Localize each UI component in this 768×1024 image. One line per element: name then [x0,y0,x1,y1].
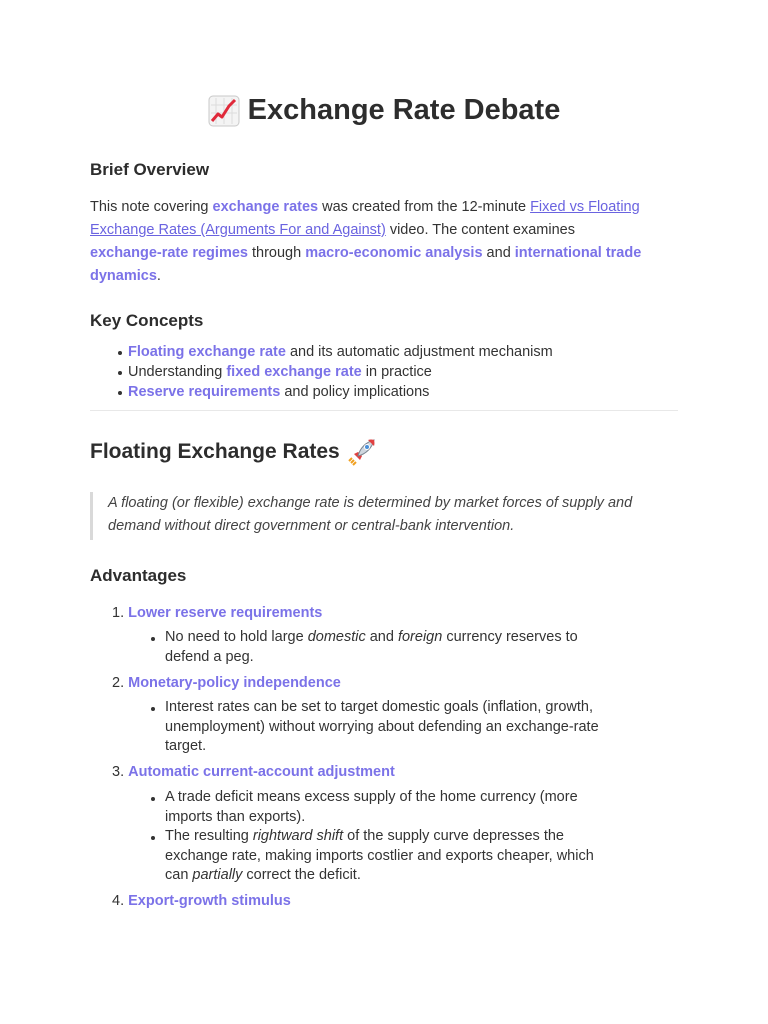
highlight-monetary-policy-independence[interactable]: Monetary-policy independence [128,675,341,691]
bullet-icon [118,371,122,375]
advantages-heading: Advantages [90,566,187,585]
text: of the supply curve depresses the [343,828,564,844]
overview-heading: Brief Overview [90,160,210,179]
bullet-icon [151,707,155,711]
list-item-text: and its automatic adjustment mechanism [285,344,553,360]
list-item [128,382,429,402]
text: can [165,867,193,883]
numbered-item [112,891,291,911]
item-number: 2. [112,675,125,691]
definition-quote [108,492,668,538]
overview-text: was created from the 12-minute [318,199,531,215]
bullet-icon [151,797,155,801]
video-link-part1[interactable]: Fixed vs Floating [530,199,640,215]
highlight-macro-economic-analysis[interactable]: macro-economic analysis [305,245,483,261]
list-item-text: Understanding [128,364,227,380]
overview-text: through [247,245,306,261]
section-divider [90,410,678,411]
highlight-lower-reserve-requirements[interactable]: Lower reserve requirements [128,605,323,621]
text: defend a peg. [165,648,254,665]
emphasis: rightward shift [252,828,344,844]
list-item [128,362,432,382]
highlight-export-growth-stimulus[interactable]: Export-growth stimulus [128,893,291,909]
overview-text: . [156,268,161,284]
quote-line: A floating (or flexible) exchange rate is determined by market forces of supply and [108,495,633,511]
highlight-exchange-rate-regimes[interactable]: exchange-rate regimes [90,245,248,261]
item-number: 3. [112,764,125,780]
highlight-exchange-rates[interactable]: exchange rates [212,199,319,215]
text: correct the deficit. [242,867,361,883]
floating-heading-text: Floating Exchange Rates [90,440,340,463]
list-item [128,342,553,362]
text: A trade deficit means excess supply of the home currency (more [165,789,578,805]
title-text: Exchange Rate Debate [247,94,561,126]
sub-list-item [165,827,615,886]
numbered-item [112,603,322,623]
text: target. [165,738,207,754]
list-item-text: in practice [361,364,432,380]
bullet-icon [118,351,122,355]
highlight-dynamics[interactable]: dynamics [90,268,157,284]
sub-list-item [165,698,615,757]
highlight-automatic-current-account-adjustment[interactable]: Automatic current-account adjustment [128,764,395,780]
sub-list-item [165,788,615,827]
emphasis: partially [192,867,243,883]
list-item-text: and policy implications [280,384,430,400]
text: unemployment) without worrying about defending an exchange-rate [165,718,599,735]
overview-text: video. The content examines [385,222,575,238]
key-concepts-heading: Key Concepts [90,311,204,330]
numbered-item [112,673,341,693]
video-link-part2[interactable]: Exchange Rates (Arguments For and Against) [90,222,386,238]
text: Interest rates can be set to target domestic goals (inflation, growth, [165,699,593,715]
overview-paragraph [90,196,680,288]
bullet-icon [118,391,122,395]
emphasis: foreign [397,629,443,645]
highlight-floating-exchange-rate[interactable]: Floating exchange rate [128,344,286,360]
item-number: 1. [112,605,125,621]
text: exchange rate, making imports costlier and exports cheaper, which [165,847,594,864]
blockquote-bar [90,492,93,540]
bullet-icon [151,637,155,641]
floating-heading [90,438,376,466]
highlight-fixed-exchange-rate[interactable]: fixed exchange rate [226,364,362,380]
text: The resulting [165,828,253,844]
overview-text: This note covering [90,199,213,215]
numbered-item [112,762,395,782]
quote-line: demand without direct government or central-bank intervention. [108,518,515,534]
bullet-icon [151,836,155,840]
chart-increasing-icon [208,95,240,127]
page-title [0,94,768,127]
text: imports than exports). [165,808,306,825]
highlight-reserve-requirements[interactable]: Reserve requirements [128,384,281,400]
text: currency reserves to [442,629,578,645]
highlight-international-trade[interactable]: international trade [514,245,642,261]
text: and [365,629,398,645]
item-number: 4. [112,893,125,909]
sub-list-item [165,628,615,667]
rocket-icon [348,438,376,466]
text: No need to hold large [165,629,308,645]
emphasis: domestic [307,629,366,645]
overview-text: and [482,245,515,261]
